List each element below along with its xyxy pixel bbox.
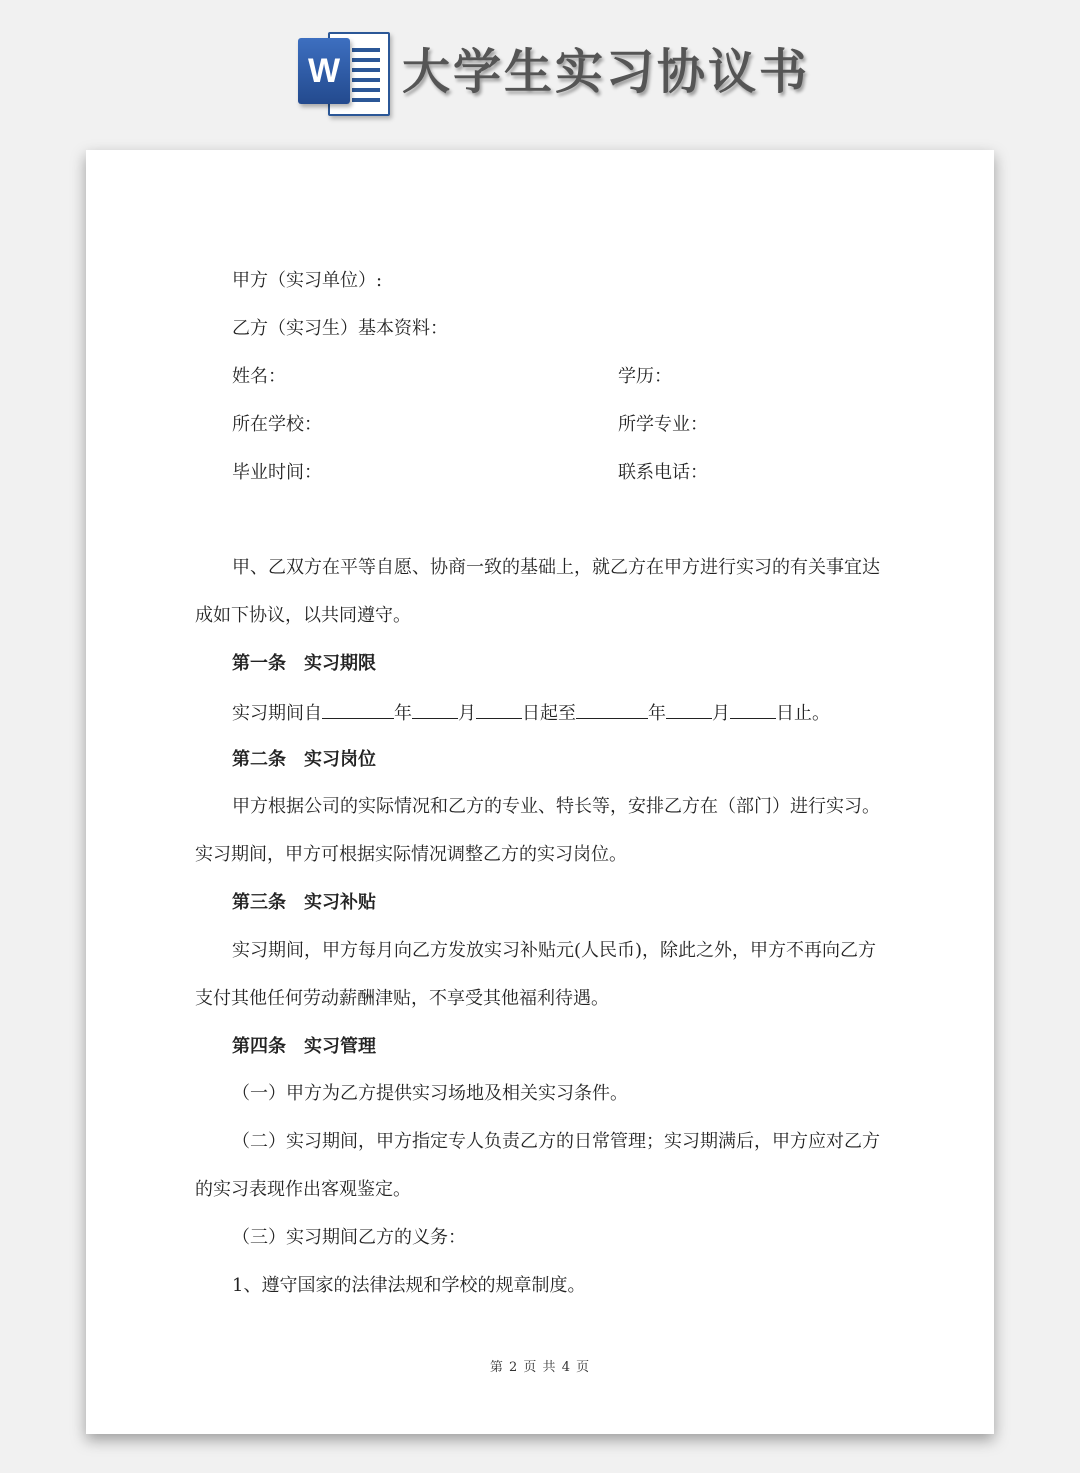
end-year-blank bbox=[576, 700, 648, 719]
education-label: 学历： bbox=[618, 366, 672, 387]
article-4-item: （二）实习期间，甲方指定专人负责乙方的日常管理；实习期满后，甲方应对乙方 bbox=[232, 1131, 880, 1152]
end-month-blank bbox=[666, 700, 712, 719]
article-2-paragraph-line: 实习期间，甲方可根据实际情况调整乙方的实习岗位。 bbox=[195, 844, 627, 865]
period-text: 月 bbox=[458, 703, 476, 724]
word-document-icon bbox=[298, 28, 390, 116]
article-3-paragraph-line: 支付其他任何劳动薪酬津贴，不享受其他福利待遇。 bbox=[195, 988, 609, 1009]
internship-period-line bbox=[232, 700, 830, 726]
party-a-label: 甲方（实习单位）: bbox=[232, 270, 383, 291]
intro-paragraph-line: 成如下协议，以共同遵守。 bbox=[195, 605, 411, 626]
page-number: 第 2 页 共 4 页 bbox=[489, 1360, 591, 1375]
article-1-heading: 第一条 实习期限 bbox=[232, 653, 376, 674]
article-2-paragraph-line: 甲方根据公司的实际情况和乙方的专业、特长等，安排乙方在（部门）进行实习。 bbox=[232, 796, 880, 817]
intro-paragraph-line: 甲、乙双方在平等自愿、协商一致的基础上，就乙方在甲方进行实习的有关事宜达 bbox=[232, 557, 880, 578]
period-text: 日起至 bbox=[522, 703, 576, 724]
article-3-heading: 第三条 实习补贴 bbox=[232, 892, 376, 913]
graduation-time-label: 毕业时间： bbox=[232, 462, 322, 483]
start-year-blank bbox=[322, 700, 394, 719]
period-text: 日止。 bbox=[776, 703, 830, 724]
start-day-blank bbox=[476, 700, 522, 719]
period-text: 年 bbox=[394, 703, 412, 724]
article-4-item: （一）甲方为乙方提供实习场地及相关实习条件。 bbox=[232, 1083, 628, 1104]
period-text: 实习期间自 bbox=[232, 703, 322, 724]
word-logo-badge: W bbox=[298, 38, 350, 104]
article-4-item: 的实习表现作出客观鉴定。 bbox=[195, 1179, 411, 1200]
period-text: 年 bbox=[648, 703, 666, 724]
major-label: 所学专业： bbox=[618, 414, 708, 435]
article-2-heading: 第二条 实习岗位 bbox=[232, 749, 376, 770]
banner bbox=[0, 0, 1080, 140]
school-label: 所在学校： bbox=[232, 414, 322, 435]
article-3-paragraph-line: 实习期间，甲方每月向乙方发放实习补贴元(人民币)，除此之外，甲方不再向乙方 bbox=[232, 940, 877, 961]
party-b-label: 乙方（实习生）基本资料： bbox=[232, 318, 448, 339]
article-4-item: （三）实习期间乙方的义务： bbox=[232, 1227, 466, 1248]
start-month-blank bbox=[412, 700, 458, 719]
end-day-blank bbox=[730, 700, 776, 719]
name-label: 姓名： bbox=[232, 366, 286, 387]
document-page bbox=[86, 150, 994, 1434]
phone-label: 联系电话： bbox=[618, 462, 708, 483]
article-4-heading: 第四条 实习管理 bbox=[232, 1036, 376, 1057]
banner-title: 大学生实习协议书 bbox=[402, 44, 811, 100]
article-4-subitem: 1、遵守国家的法律法规和学校的规章制度。 bbox=[232, 1275, 586, 1296]
period-text: 月 bbox=[712, 703, 730, 724]
